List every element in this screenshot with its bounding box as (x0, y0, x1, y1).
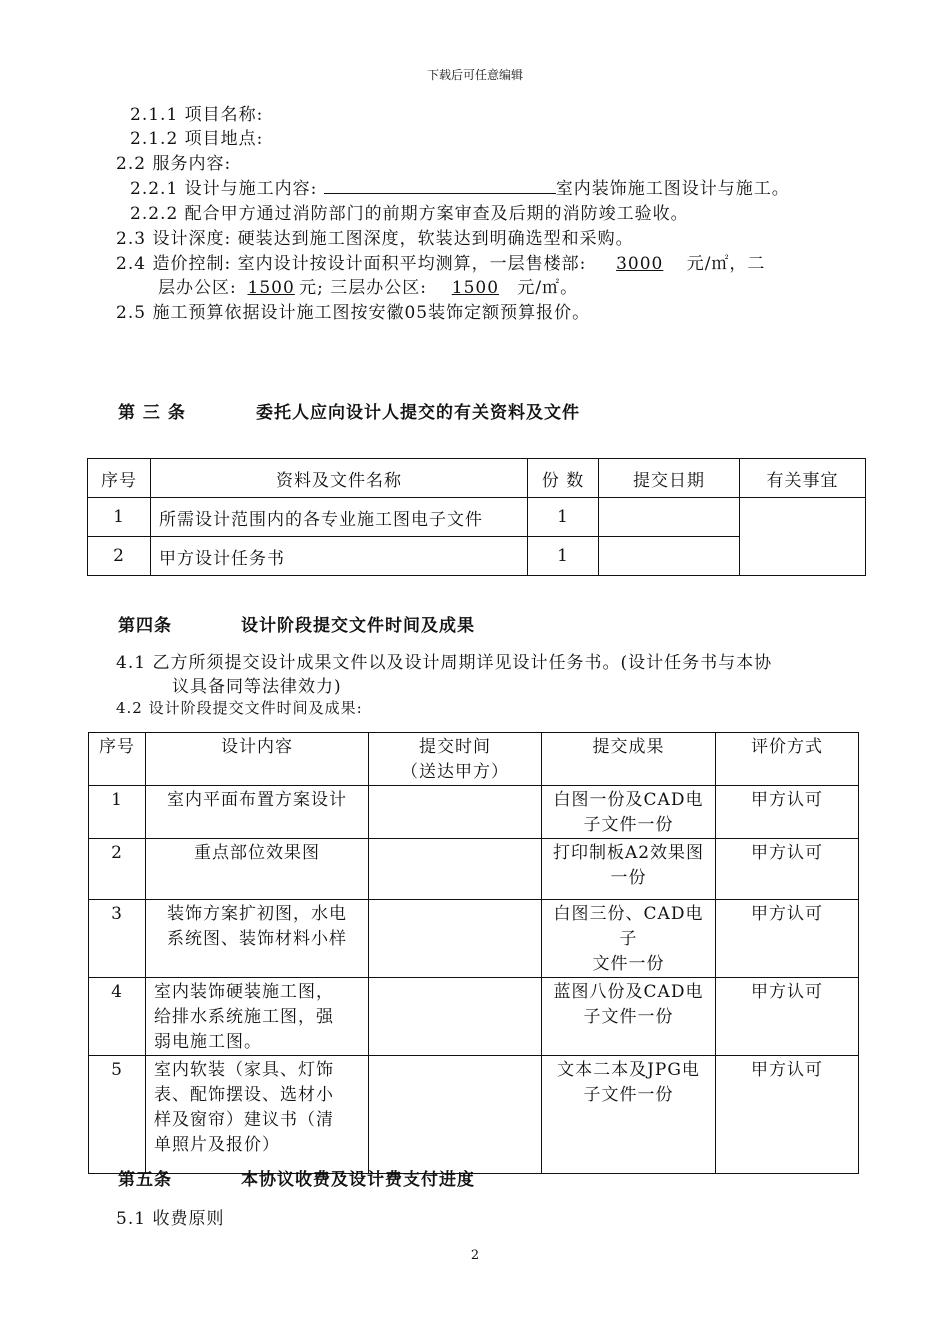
deliverables-table (88, 732, 859, 1174)
cell-index: 4 (89, 978, 146, 1056)
item-2-4-unit: 元/㎡，二 (686, 254, 766, 274)
item-2-4-text: 2.4 造价控制: 室内设计按设计面积平均测算，一层售楼部: (116, 254, 593, 274)
cell-content: 室内平面布置方案设计 (146, 786, 369, 839)
cell-date (599, 537, 740, 576)
section-3-title: 委托人应向设计人提交的有关资料及文件 (256, 403, 580, 423)
page-header: 下载后可任意编辑 (426, 68, 523, 82)
header-cell: 份 数 (528, 459, 599, 498)
price-floor3: 1500 (451, 278, 500, 298)
cell-index: 1 (89, 786, 146, 839)
cell-name: 所需设计范围内的各专业施工图电子文件 (151, 498, 528, 537)
cell-index: 2 (89, 839, 146, 900)
item-2-4-office3-label: 元; 三层办公区: (299, 278, 434, 298)
cell-index: 3 (89, 900, 146, 978)
item-4-1-cont: 议具备同等法律效力) (172, 677, 342, 697)
table-row (89, 839, 859, 900)
cell-evaluation: 甲方认可 (716, 839, 859, 900)
section-4-title: 设计阶段提交文件时间及成果 (241, 616, 475, 636)
cell-index: 2 (88, 537, 151, 576)
cell-notes (740, 498, 866, 576)
page-number: 2 (470, 1248, 480, 1263)
header-cell: 提交日期 (599, 459, 740, 498)
cell-evaluation: 甲方认可 (716, 900, 859, 978)
cell-content: 室内软装（家具、灯饰 表、配饰摆设、选材小 样及窗帘）建议书（清 单照片及报价） (146, 1056, 369, 1174)
section-3-number: 第 三 条 (118, 403, 186, 423)
cell-evaluation: 甲方认可 (716, 1056, 859, 1174)
cell-time (369, 839, 542, 900)
item-2-3: 2.3 设计深度: 硬装达到施工图深度，软装达到明确选型和采购。 (116, 229, 634, 249)
cell-time (369, 1056, 542, 1174)
price-floor1: 3000 (616, 254, 664, 274)
header-cell: 评价方式 (716, 733, 859, 786)
header-cell: 提交时间 （送达甲方） (369, 733, 542, 786)
cell-result: 白图一份及CAD电 子文件一份 (542, 786, 716, 839)
section-5-number: 第五条 (118, 1170, 172, 1190)
cell-copies: 1 (528, 537, 599, 576)
price-floor2: 1500 (247, 278, 295, 298)
item-5-1: 5.1 收费原则 (116, 1209, 225, 1229)
cell-copies: 1 (528, 498, 599, 537)
table-row (89, 978, 859, 1056)
cell-time (369, 786, 542, 839)
cell-name: 甲方设计任务书 (151, 537, 528, 576)
table-row (88, 498, 866, 537)
cell-result: 蓝图八份及CAD电 子文件一份 (542, 978, 716, 1056)
table-row (89, 1056, 859, 1174)
header-cell: 设计内容 (146, 733, 369, 786)
header-cell: 资料及文件名称 (151, 459, 528, 498)
cell-evaluation: 甲方认可 (716, 786, 859, 839)
documents-table (87, 458, 866, 576)
header-cell: 提交成果 (542, 733, 716, 786)
cell-content: 室内装饰硬装施工图， 给排水系统施工图，强 弱电施工图。 (146, 978, 369, 1056)
cell-index: 5 (89, 1056, 146, 1174)
table-header-row (89, 733, 859, 786)
cell-result: 打印制板A2效果图 一份 (542, 839, 716, 900)
item-2-5: 2.5 施工预算依据设计施工图按安徽05装饰定额预算报价。 (116, 303, 591, 323)
header-cell: 有关事宜 (740, 459, 866, 498)
header-cell: 序号 (88, 459, 151, 498)
cell-date (599, 498, 740, 537)
table-header-row (88, 459, 866, 498)
cell-evaluation: 甲方认可 (716, 978, 859, 1056)
item-2-2-1-content: 室内装饰施工图设计与施工。 (555, 179, 790, 199)
item-2-4-cont (158, 273, 578, 298)
item-4-2: 4.2 设计阶段提交文件时间及成果: (116, 699, 363, 717)
item-2-1-2: 2.1.2 项目地点: (130, 129, 264, 149)
section-4-number: 第四条 (118, 616, 172, 636)
item-2-2-1 (130, 174, 790, 199)
item-2-4-office2-label: 层办公区: (158, 278, 244, 298)
item-2-2-1-label: 2.2.1 设计与施工内容: (130, 179, 324, 199)
item-2-2: 2.2 服务内容: (116, 154, 232, 174)
cell-time (369, 978, 542, 1056)
item-2-1-1: 2.1.1 项目名称: (130, 105, 264, 125)
cell-result: 白图三份、CAD电子 文件一份 (542, 900, 716, 978)
header-cell: 序号 (89, 733, 146, 786)
cell-content: 重点部位效果图 (146, 839, 369, 900)
item-2-2-1-blank (324, 179, 556, 194)
cell-content: 装饰方案扩初图，水电 系统图、装饰材料小样 (146, 900, 369, 978)
table-row (89, 786, 859, 839)
section-5-title: 本协议收费及设计费支付进度 (241, 1170, 475, 1190)
item-2-4 (116, 249, 765, 274)
item-2-4-unit2: 元/㎡。 (517, 278, 579, 298)
item-2-2-2: 2.2.2 配合甲方通过消防部门的前期方案审查及后期的消防竣工验收。 (130, 204, 689, 224)
cell-time (369, 900, 542, 978)
cell-result: 文本二本及JPG电 子文件一份 (542, 1056, 716, 1174)
item-4-1: 4.1 乙方所须提交设计成果文件以及设计周期详见设计任务书。(设计任务书与本协 (116, 653, 773, 673)
cell-index: 1 (88, 498, 151, 537)
table-row (89, 900, 859, 978)
